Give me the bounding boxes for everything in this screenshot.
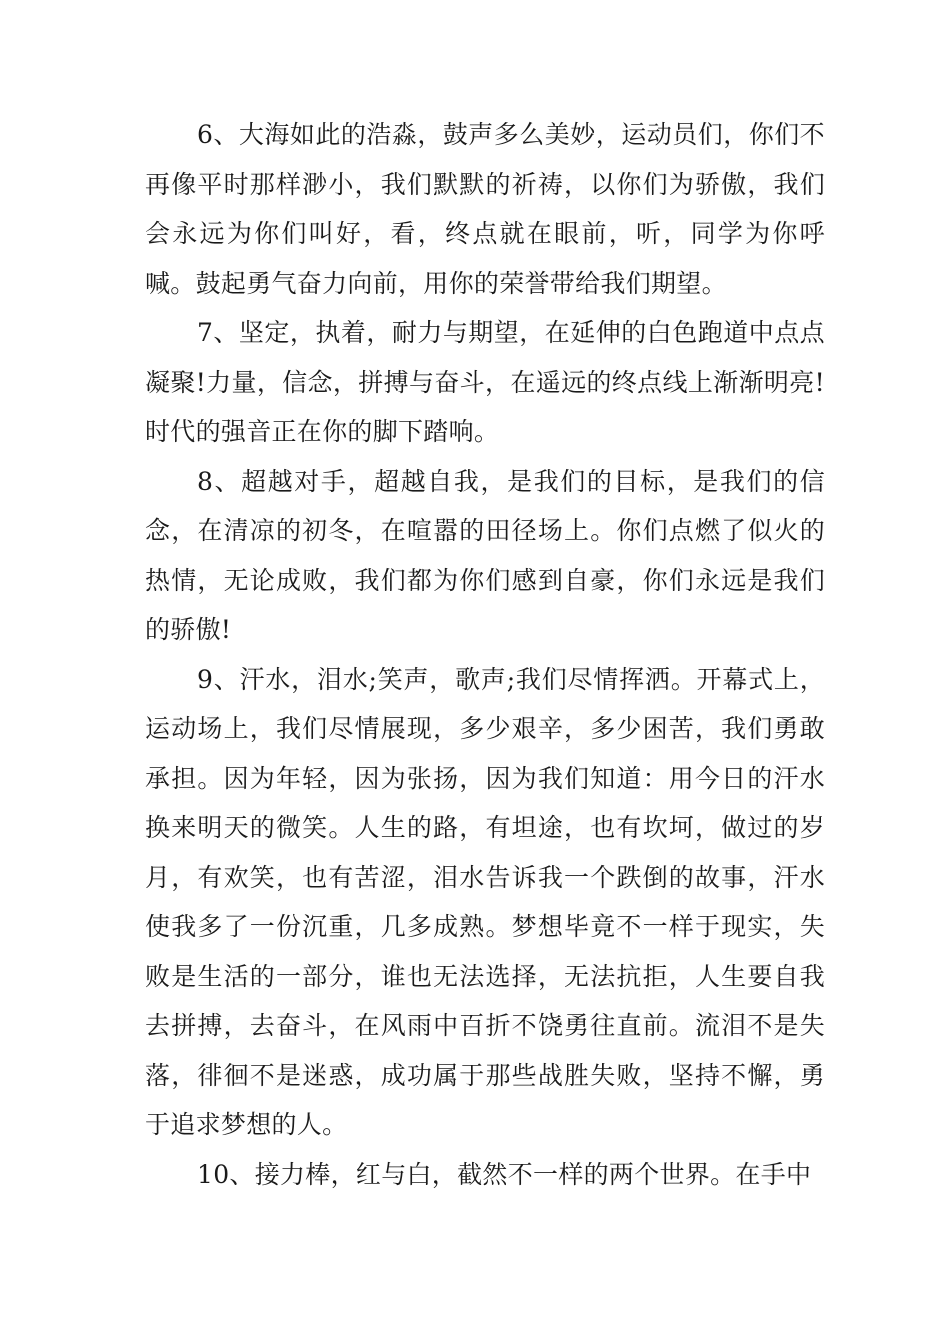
paragraph-8: 8、超越对手，超越自我，是我们的目标，是我们的信念，在清凉的初冬，在喧嚣的田径场上。你们点燃了似火的热情，无论成败，我们都为你们感到自豪，你们永远是我们的骄傲! <box>145 466 825 644</box>
paragraph-9: 9、汗水，泪水;笑声，歌声;我们尽情挥洒。开幕式上，运动场上，我们尽情展现，多少艰辛，多少困苦，我们勇敢承担。因为年轻，因为张扬，因为我们知道：用今日的汗水换来明天的微笑。人生的路，有坦途，也有坎坷，做过的岁月，有欢笑，也有苦涩，泪水告诉我一个跌倒的故事，汗水使我多了一份沉重，几多成熟。梦想毕竟不一样于现实，失败是生活的一部分，谁也无法选择，无法抗拒，人生要自我去拼搏，去奋斗，在风雨中百折不饶勇往直前。流泪不是失落，徘徊不是迷惑，成功属于那些战胜失败，坚持不懈，勇于追求梦想的人。 <box>145 664 825 1139</box>
paragraph-6: 6、大海如此的浩淼，鼓声多么美妙，运动员们，你们不再像平时那样渺小，我们默默的祈祷，以你们为骄傲，我们会永远为你们叫好，看，终点就在眼前，听，同学为你呼喊。鼓起勇气奋力向前，用你的荣誉带给我们期望。 <box>145 120 825 298</box>
paragraph-7: 7、坚定，执着，耐力与期望，在延伸的白色跑道中点点凝聚!力量，信念，拼搏与奋斗，在遥远的终点线上渐渐明亮!时代的强音正在你的脚下踏响。 <box>145 318 825 446</box>
paragraph-10: 10、接力棒，红与白，截然不一样的两个世界。在手中 <box>197 1159 812 1189</box>
document-body <box>145 110 825 1199</box>
